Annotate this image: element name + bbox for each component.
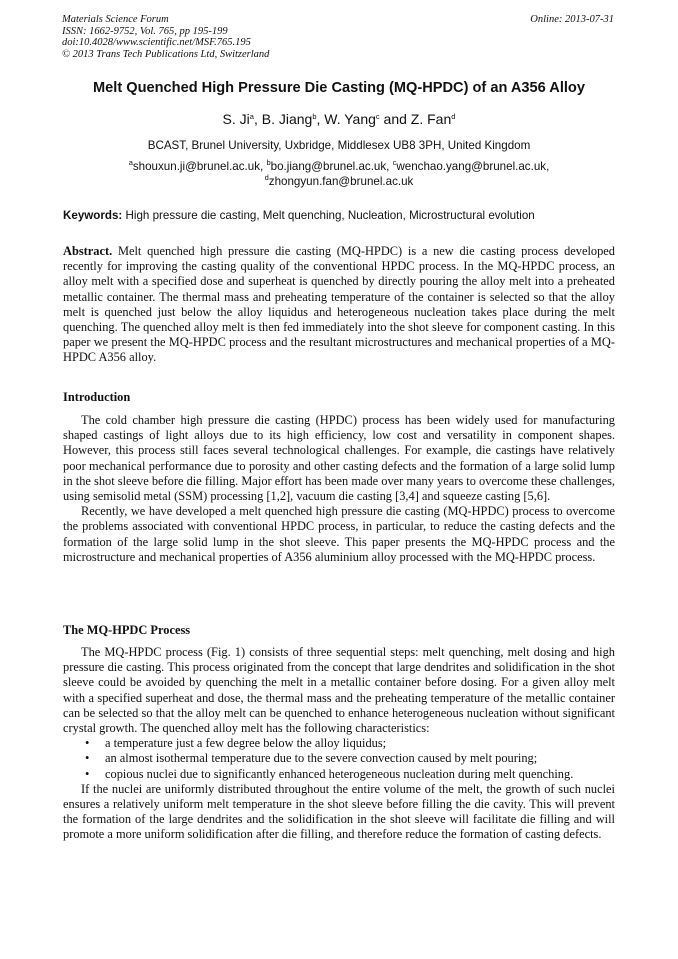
author-emails <box>40 159 638 189</box>
doi-line: doi:10.4028/www.scientific.net/MSF.765.195 <box>62 37 251 48</box>
paper-title: Melt Quenched High Pressure Die Casting (MQ-HPDC) of an A356 Alloy <box>93 80 585 96</box>
author-sup: c <box>375 112 380 121</box>
online-date: Online: 2013-07-31 <box>530 14 614 25</box>
keywords <box>63 209 623 222</box>
author-list <box>40 111 638 127</box>
author-name: S. Ji <box>222 111 250 127</box>
email-sup: b <box>266 158 271 167</box>
bullet-icon: • <box>85 766 90 781</box>
introduction-body <box>63 413 615 565</box>
email-sup: d <box>264 173 269 182</box>
author-sup: d <box>451 112 456 121</box>
author-separator: , <box>316 111 325 127</box>
bullet-icon: • <box>85 736 90 751</box>
process-body <box>63 645 615 843</box>
section-heading-introduction: Introduction <box>63 390 131 404</box>
abstract-label: Abstract. <box>63 244 113 258</box>
email-sup: c <box>392 158 397 167</box>
issn-line: ISSN: 1662-9752, Vol. 765, pp 195-199 <box>62 25 228 37</box>
author-name: B. Jiang <box>261 111 313 127</box>
journal-header <box>62 14 614 60</box>
paragraph: If the nuclei are uniformly distributed throughout the entire volume of the melt, the growth of such nuclei ensures a relatively uniform melt temperature in the shot sleeve before filling the die cavity. This will prevent the formation of the large dendrites and the solidification in the shot sleeve will facilitate die filling and will promote a more uniform solidification after die filling, and therefore reduce the formation of casting defects. <box>63 781 615 842</box>
affiliation: BCAST, Brunel University, Uxbridge, Middlesex UB8 3PH, United Kingdom <box>147 139 531 152</box>
email-link[interactable]: wenchao.yang@brunel.ac.uk, <box>396 160 550 173</box>
email-link[interactable]: zhongyun.fan@brunel.ac.uk <box>268 175 414 188</box>
author-sup: a <box>249 112 254 121</box>
abstract-text: Melt quenched high pressure die casting (MQ-HPDC) is a new die casting process developed recently for improving the casting quality of the conventional HPDC process. In the MQ-HPDC process, an alloy melt with a specified dose and superheat is quenched by directly pouring the alloy melt into a preheated metallic container. The thermal mass and preheating temperature of the container is selected so that the alloy melt is quenched just below the alloy liquidus and heterogeneous nucleation takes place during the melt quenching. The quenched alloy melt is then fed immediately into the shot sleeve for component casting. In this paper we present the MQ-HPDC process and the resultant microstructures and mechanical properties of a MQ-HPDC A356 alloy. <box>63 244 615 365</box>
email-link[interactable]: shouxun.ji@brunel.ac.uk, <box>132 160 264 173</box>
section-heading-process: The MQ-HPDC Process <box>63 623 191 637</box>
list-item: • an almost isothermal temperature due to the severe convection caused by melt pouring; <box>85 751 538 766</box>
paragraph: The cold chamber high pressure die casting (HPDC) process has been widely used for manufacturing shaped castings of light alloys due to its high efficiency, low cost and versatility in component shapes. However, this process still faces several technological challenges. For example, die castings have relatively poor mechanical performance due to porosity and other casting defects and the formation of a large solid lump in the shot sleeve before die filling. Major effort has been made over many years to overcome these challenges, using semisolid metal (SSM) processing [1,2], vacuum die casting [3,4] and squeeze casting [5,6]. <box>63 413 615 504</box>
paragraph: The MQ-HPDC process (Fig. 1) consists of three sequential steps: melt quenching, melt dosing and high pressure die casting. This process originated from the concept that large dendrites and solidification in the shot sleeve could be avoided by quenching the melt in a metallic container before dosing. For a given alloy melt with a specified superheat and dose, the thermal mass and the preheating temperature of the metallic container can be selected so that the alloy melt can be quenched to enhance heterogeneous nucleation without significant crystal growth. The quenched alloy melt has the following characteristics: <box>63 645 615 736</box>
author-and: and <box>379 111 411 127</box>
email-line-2 <box>40 174 638 189</box>
keywords-text: High pressure die casting, Melt quenching, Nucleation, Microstructural evolution <box>125 209 535 222</box>
email-link[interactable]: bo.jiang@brunel.ac.uk, <box>270 160 390 173</box>
email-sup: a <box>128 158 133 167</box>
list-item: • a temperature just a few degree below the alloy liquidus; <box>85 736 387 751</box>
list-item: • copious nuclei due to significantly enhanced heterogeneous nucleation during melt quenching. <box>85 766 574 781</box>
author-sup: b <box>312 112 317 121</box>
paragraph: Recently, we have developed a melt quenched high pressure die casting (MQ-HPDC) process to overcome the problems associated with conventional HPDC process, in particular, to reduce the casting defects and the formation of the large solid lump in the shot sleeve. This paper presents the MQ-HPDC process and the microstructure and mechanical properties of A356 aluminium alloy processed with the MQ-HPDC process. <box>63 504 615 564</box>
author-name: W. Yang <box>324 111 376 127</box>
abstract <box>63 244 615 366</box>
copyright-line: © 2013 Trans Tech Publications Ltd, Switzerland <box>62 48 270 60</box>
bullet-icon: • <box>85 751 90 766</box>
email-line-1 <box>40 159 638 174</box>
characteristics-list <box>63 736 615 782</box>
keywords-label: Keywords: <box>63 209 123 222</box>
author-name: Z. Fan <box>410 111 452 127</box>
author-separator: , <box>253 111 262 127</box>
journal-name: Materials Science Forum <box>62 14 169 25</box>
